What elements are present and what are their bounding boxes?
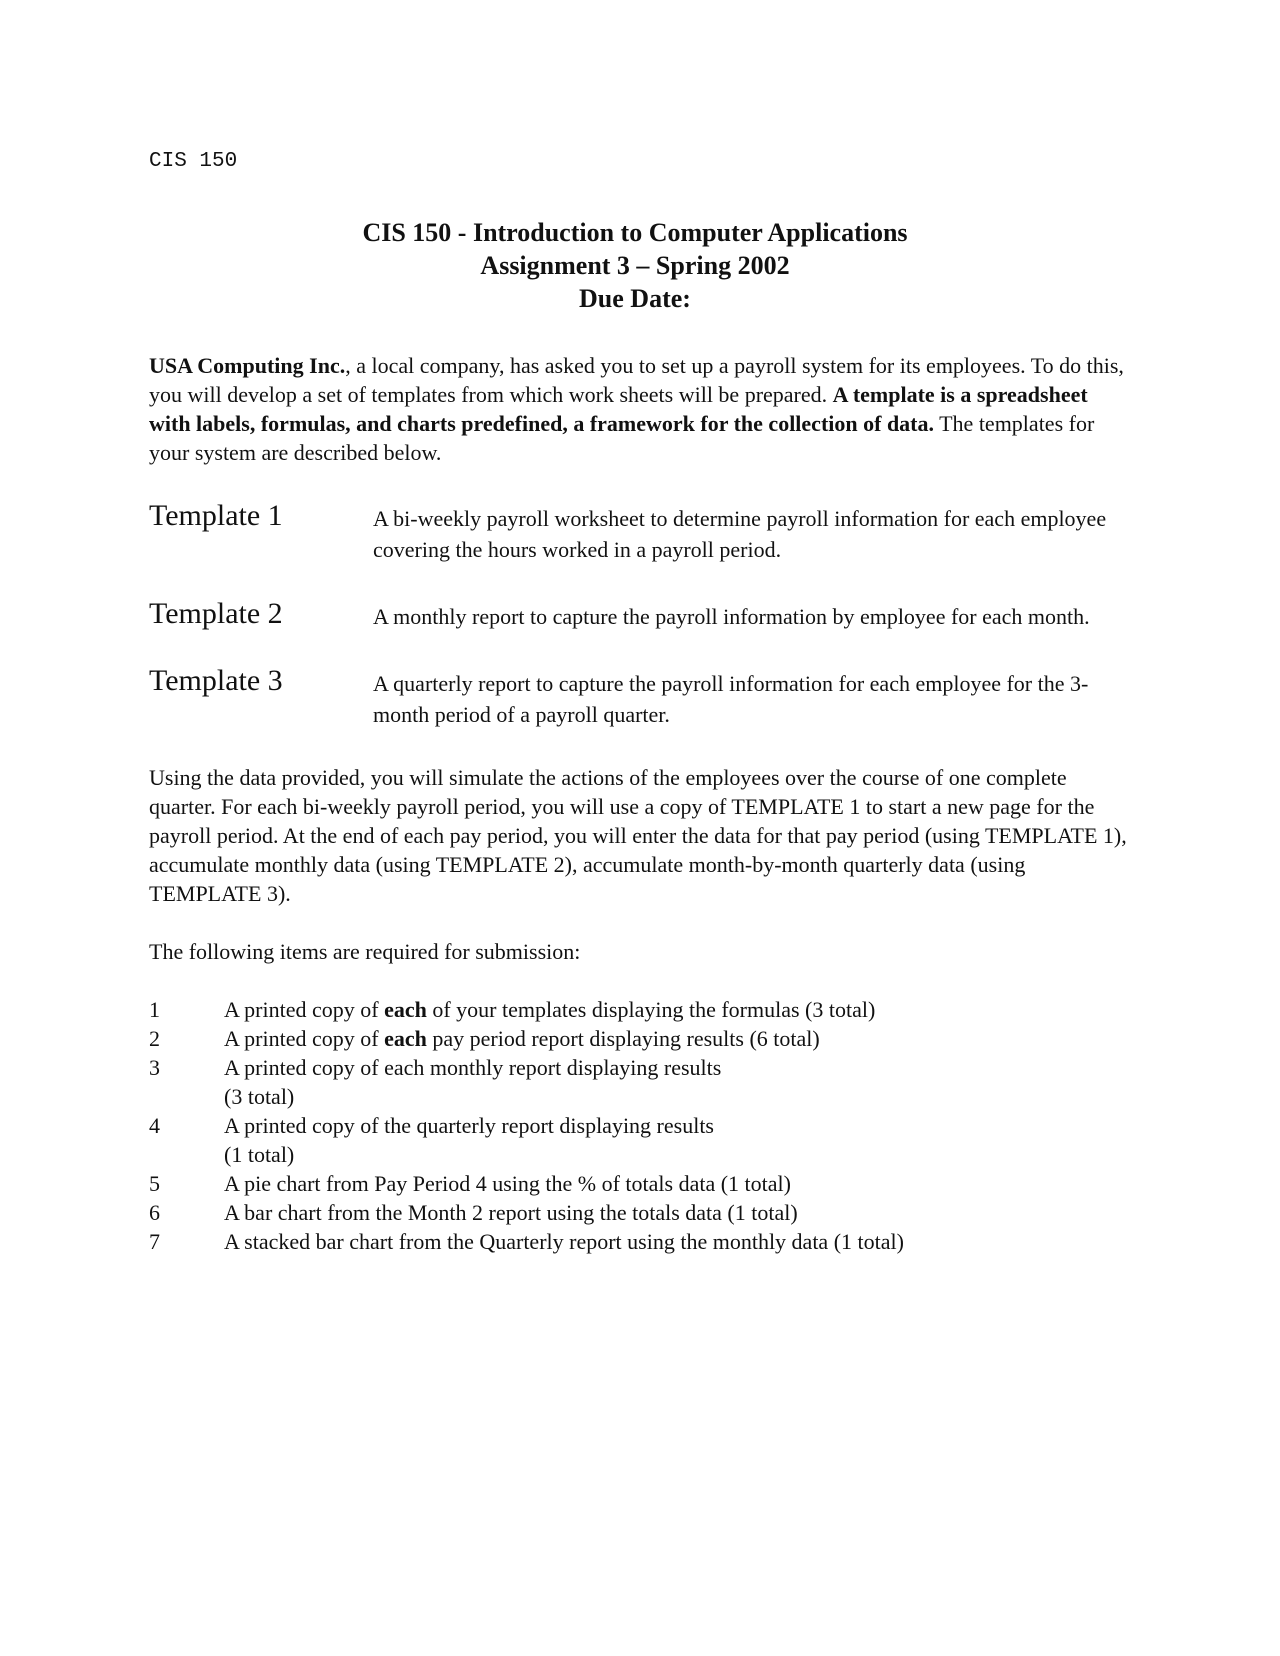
- title-assignment: Assignment 3 – Spring 2002: [480, 251, 790, 280]
- item-text-pre: A stacked bar chart from the Quarterly report using the monthly data (1 total): [224, 1229, 904, 1254]
- list-item: [149, 1227, 1129, 1256]
- list-item: [149, 1053, 1129, 1111]
- template-list: [149, 500, 1129, 730]
- intro-text-1: , a local company, has asked you to set up a payroll system for its employees. To do this, you will develop a set of templates from which work sheets will be prepared.: [149, 353, 1124, 407]
- title-due-date: Due Date:: [579, 284, 691, 313]
- company-name: USA Computing Inc.: [149, 353, 346, 378]
- item-text: [224, 1198, 1129, 1227]
- template-name: Template 1: [149, 499, 283, 532]
- item-number: 7: [149, 1229, 160, 1254]
- course-code-header: CIS 150: [149, 150, 238, 173]
- template-item: [149, 598, 1129, 632]
- item-text-pre: A printed copy of the quarterly report displaying results (1 total): [224, 1113, 714, 1167]
- title-block: [149, 216, 1129, 315]
- title-course: CIS 150 - Introduction to Computer Applications: [362, 218, 908, 247]
- template-name: Template 2: [149, 597, 283, 630]
- list-item: [149, 1111, 1129, 1169]
- item-text: [224, 1111, 1129, 1169]
- item-number: 1: [149, 997, 160, 1022]
- item-text: [224, 1053, 1129, 1111]
- usage-paragraph: Using the data provided, you will simulate the actions of the employees over the course of one complete quarter. For each bi-weekly payroll period, you will use a copy of TEMPLATE 1 to start a new page for the payroll period. At the end of each pay period, you will enter the data for that pay period (using TEMPLATE 1), accumulate monthly data (using TEMPLATE 2), accumulate month-by-month quarterly data (using TEMPLATE 3).: [149, 765, 1127, 906]
- item-text-pre: A printed copy of: [224, 1026, 385, 1051]
- item-text-pre: A printed copy of each monthly report displaying results (3 total): [224, 1055, 722, 1109]
- list-item: [149, 995, 1129, 1024]
- item-text-post: pay period report displaying results (6 total): [426, 1026, 820, 1051]
- list-item: [149, 1169, 1129, 1198]
- item-text: [224, 1169, 1129, 1198]
- item-text: [224, 1024, 1129, 1053]
- list-item: [149, 1198, 1129, 1227]
- item-number: 5: [149, 1171, 160, 1196]
- item-text-post: of your templates displaying the formulas (3 total): [426, 997, 876, 1022]
- template-item: [149, 500, 1129, 565]
- template-item: [149, 665, 1129, 730]
- document-page: [149, 148, 1129, 1256]
- item-text: [224, 995, 1129, 1024]
- item-text-bold: each: [384, 997, 427, 1022]
- requirements-intro: The following items are required for submission:: [149, 939, 581, 964]
- item-text-pre: A printed copy of: [224, 997, 385, 1022]
- template-name: Template 3: [149, 664, 283, 697]
- item-text-bold: each: [384, 1026, 427, 1051]
- template-description: A bi-weekly payroll worksheet to determine payroll information for each employee covering the hours worked in a payroll period.: [373, 506, 1107, 562]
- list-item: [149, 1024, 1129, 1053]
- template-description: A monthly report to capture the payroll information by employee for each month.: [373, 604, 1090, 629]
- intro-text-2: The templates for your system are described below.: [149, 411, 1095, 465]
- item-number: 2: [149, 1026, 160, 1051]
- item-text-pre: A bar chart from the Month 2 report using the totals data (1 total): [224, 1200, 798, 1225]
- item-text: [224, 1227, 1129, 1256]
- item-text-pre: A pie chart from Pay Period 4 using the % of totals data (1 total): [224, 1171, 791, 1196]
- item-number: 3: [149, 1055, 160, 1080]
- template-description: A quarterly report to capture the payroll information for each employee for the 3-month period of a payroll quarter.: [373, 671, 1089, 727]
- template-definition: A template is a spreadsheet with labels, formulas, and charts predefined, a framework for the collection of data.: [149, 382, 1088, 436]
- item-number: 4: [149, 1113, 160, 1138]
- item-number: 6: [149, 1200, 160, 1225]
- intro-paragraph: [149, 351, 1129, 467]
- requirements-list: [149, 995, 1129, 1256]
